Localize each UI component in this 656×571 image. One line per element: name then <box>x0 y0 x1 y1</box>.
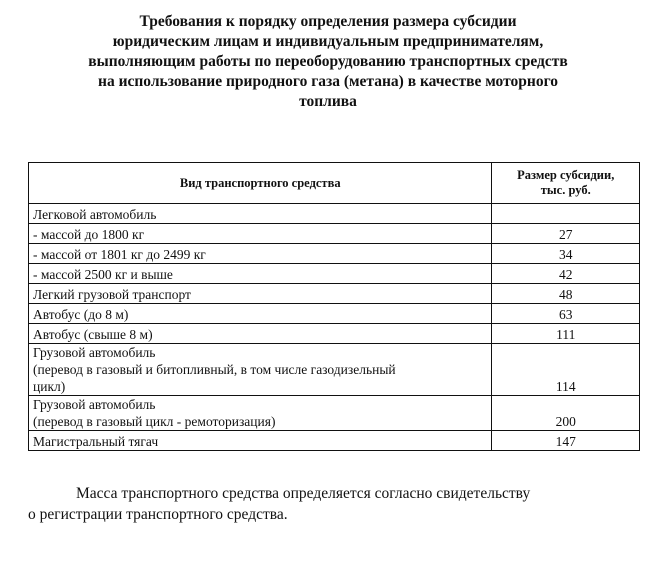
vehicle-type-text: цикл) <box>33 379 66 394</box>
header-vehicle-type: Вид транспортного средства <box>29 163 492 204</box>
table-row <box>29 264 640 284</box>
footnote-line: Масса транспортного средства определяется согласно свидетельству <box>76 485 531 502</box>
subsidy-value-cell: 111 <box>492 324 640 344</box>
vehicle-type-text: Легкий грузовой транспорт <box>33 287 191 302</box>
vehicle-type-cell <box>29 264 492 284</box>
subsidy-value-cell: 34 <box>492 244 640 264</box>
subsidy-table <box>28 162 640 451</box>
table-header-row <box>29 163 640 204</box>
vehicle-type-cell <box>29 284 492 304</box>
subsidy-value-cell: 42 <box>492 264 640 284</box>
table-row <box>29 284 640 304</box>
table-body <box>29 204 640 451</box>
vehicle-type-text: (перевод в газовый цикл - ремоторизация) <box>33 414 276 429</box>
title-line: выполняющим работы по переоборудованию транспортных средств <box>88 53 568 70</box>
title-line: на использование природного газа (метана) в качестве моторного <box>98 73 558 90</box>
subsidy-value-cell: 147 <box>492 431 640 451</box>
subsidy-value-cell: 27 <box>492 224 640 244</box>
vehicle-type-text: - массой 2500 кг и выше <box>33 267 173 282</box>
vehicle-type-cell <box>29 344 492 396</box>
vehicle-type-text: Легковой автомобиль <box>33 207 157 222</box>
vehicle-type-cell <box>29 324 492 344</box>
table-row <box>29 324 640 344</box>
header-subsidy-amount <box>492 163 640 204</box>
vehicle-type-text: (перевод в газовый и битопливный, в том числе газодизельный <box>33 362 396 377</box>
table-row <box>29 396 640 431</box>
header-amount-line: Размер субсидии, <box>517 168 615 182</box>
footnote <box>28 483 640 525</box>
vehicle-type-cell <box>29 244 492 264</box>
vehicle-type-text: Автобус (свыше 8 м) <box>33 327 153 342</box>
vehicle-type-cell <box>29 204 492 224</box>
subsidy-value-cell: 48 <box>492 284 640 304</box>
footnote-line: о регистрации транспортного средства. <box>28 506 288 523</box>
vehicle-type-text: Грузовой автомобиль <box>33 345 156 360</box>
table-row <box>29 224 640 244</box>
vehicle-type-cell <box>29 431 492 451</box>
vehicle-type-text: Магистральный тягач <box>33 434 159 449</box>
title-line: юридическим лицам и индивидуальным предпринимателям, <box>112 33 544 50</box>
title-line: топлива <box>299 93 357 110</box>
vehicle-type-text: - массой до 1800 кг <box>33 227 145 242</box>
vehicle-type-text: Грузовой автомобиль <box>33 397 156 412</box>
table-row <box>29 244 640 264</box>
table-row <box>29 431 640 451</box>
document-title <box>30 12 626 112</box>
subsidy-value-cell: 200 <box>492 396 640 431</box>
title-line: Требования к порядку определения размера субсидии <box>139 13 517 30</box>
subsidy-value-cell: 114 <box>492 344 640 396</box>
vehicle-type-text: - массой от 1801 кг до 2499 кг <box>33 247 206 262</box>
subsidy-value-cell <box>492 204 640 224</box>
vehicle-type-text: Автобус (до 8 м) <box>33 307 129 322</box>
table-row <box>29 204 640 224</box>
vehicle-type-cell <box>29 396 492 431</box>
vehicle-type-cell <box>29 304 492 324</box>
table-row <box>29 304 640 324</box>
vehicle-type-cell <box>29 224 492 244</box>
header-amount-line: тыс. руб. <box>540 183 591 197</box>
subsidy-value-cell: 63 <box>492 304 640 324</box>
table-row <box>29 344 640 396</box>
